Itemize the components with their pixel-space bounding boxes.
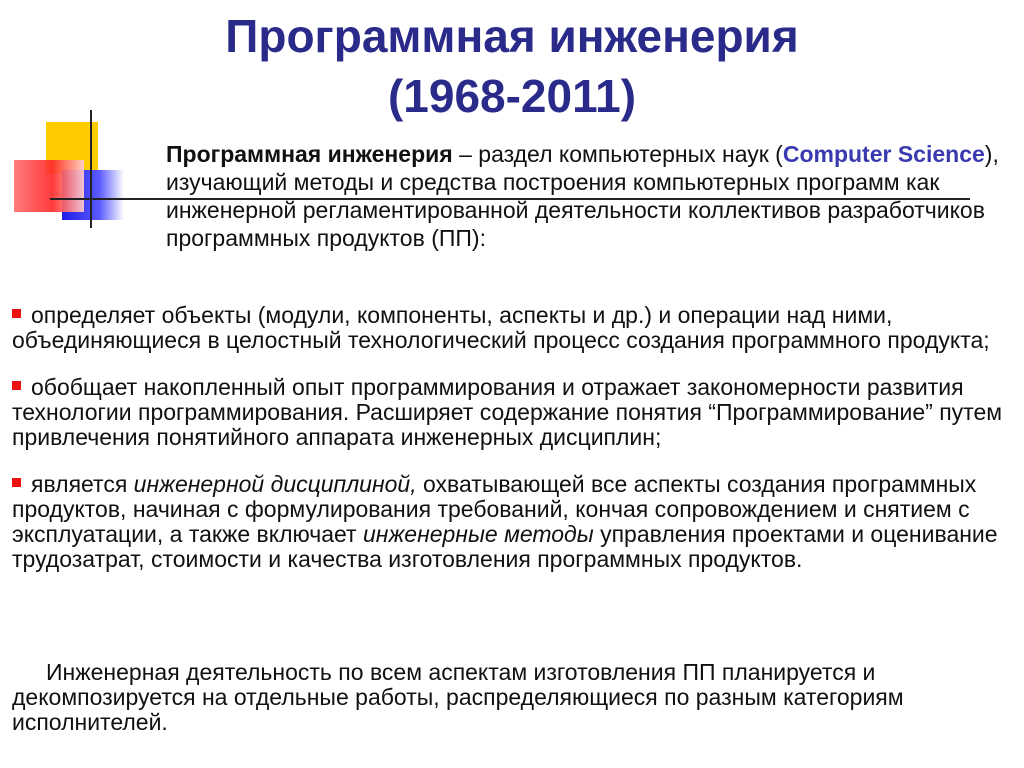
- bullet-item-3: [12, 472, 1012, 572]
- red-square: [14, 160, 84, 212]
- title-line-1: Программная инженерия: [225, 10, 799, 62]
- bullet-item-1: [12, 303, 1012, 353]
- closing-paragraph: Инженерная деятельность по всем аспектам изготовления ПП планируется и декомпозируется на отдельные работы, распределяющиеся по разным категориям исполнителей.: [12, 659, 904, 735]
- slide-title: [0, 6, 1024, 126]
- intro-paragraph: [166, 140, 1016, 252]
- intro-text-a: – раздел компьютерных наук (: [452, 141, 783, 167]
- intro-text-b: ), изучающий методы и средства построения компьютерных программ как инженерной регламентированной деятельности коллективов разработчиков программных продуктов (ПП):: [166, 141, 999, 251]
- bullet-item-2: [12, 375, 1012, 450]
- bullet-text: определяет объекты (модули, компоненты, аспекты и др.) и операции над ними, объединяющиеся в целостный технологический процесс создания программного продукта;: [12, 302, 990, 353]
- bullet-emphasis-1: инженерной дисциплиной,: [133, 471, 417, 497]
- bullet-text: обобщает накопленный опыт программирования и отражает закономерности развития технологии программирования. Расширяет содержание понятия “Программирование” путем привлечения понятийного аппарата инженерных дисциплин;: [12, 374, 1003, 450]
- bullet-marker-icon: [12, 381, 21, 390]
- bullet-text-part-2: охватывающей все аспекты создания программных продуктов, начиная с формулирования требований, кончая сопровождением и снятием с эксплуатации, а также включает: [12, 471, 977, 547]
- bullet-marker-icon: [12, 309, 21, 318]
- bullet-emphasis-2: инженерные методы: [363, 521, 594, 547]
- vertical-line: [90, 110, 92, 228]
- bullet-marker-icon: [12, 478, 21, 487]
- intro-term: Программная инженерия: [166, 141, 453, 167]
- bullet-text-part-1: является: [31, 471, 134, 497]
- computer-science-term: Computer Science: [782, 141, 985, 167]
- bullet-list: [12, 303, 1012, 594]
- bullet-text-part-3: управления проектами и оценивание трудозатрат, стоимости и качества изготовления программных продуктов.: [12, 521, 998, 572]
- title-line-2: (1968-2011): [387, 70, 637, 122]
- decorative-squares-logo: [10, 110, 170, 230]
